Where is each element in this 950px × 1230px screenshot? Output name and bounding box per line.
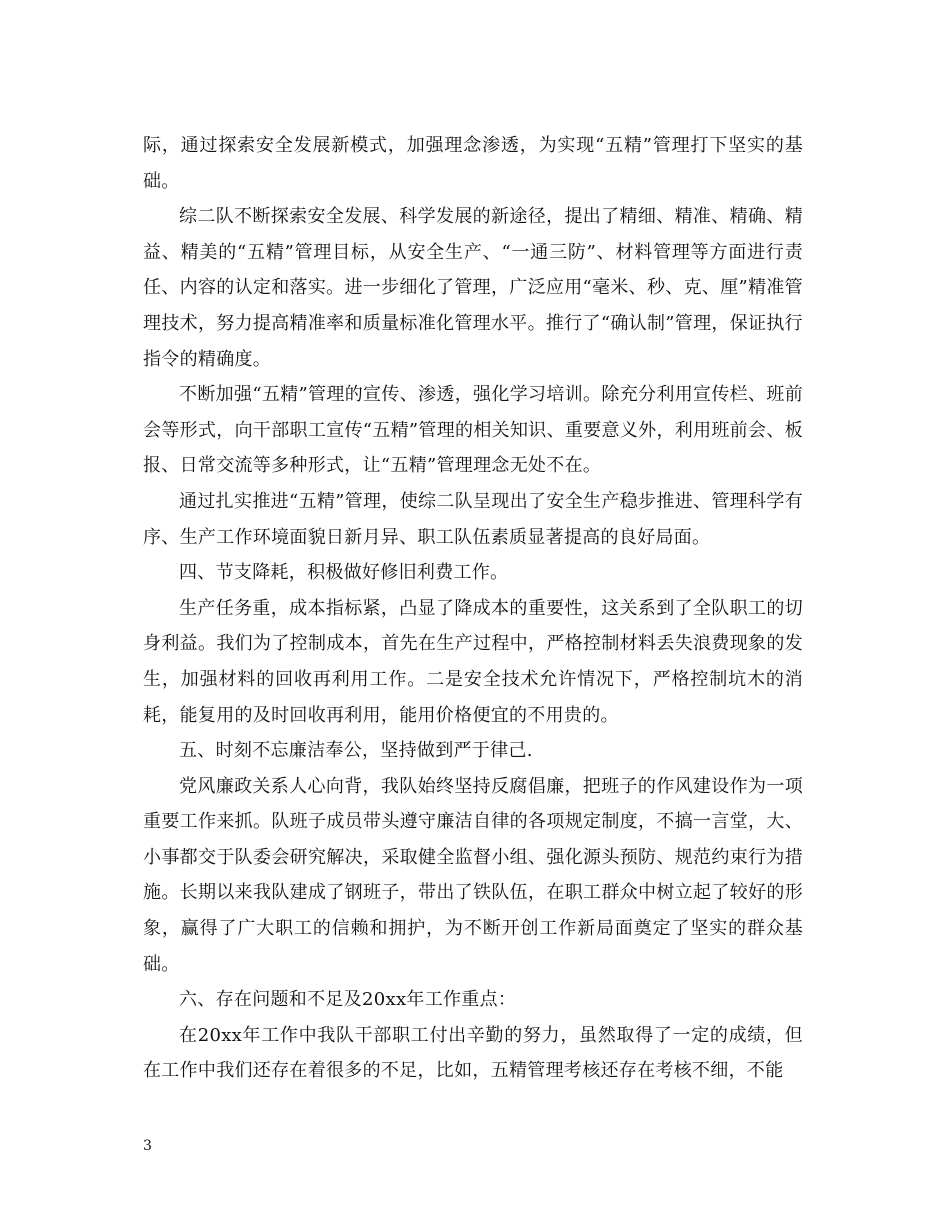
section-heading: 五、时刻不忘廉洁奉公，坚持做到严于律己. bbox=[179, 740, 533, 762]
document-body bbox=[143, 128, 803, 1089]
section-heading: 四、节支降耗，积极做好修旧利费工作。 bbox=[179, 562, 509, 584]
paragraph: 在20xx年工作中我队干部职工付出辛勤的努力，虽然取得了一定的成绩，但在工作中我们还存在着很多的不足，比如，五精管理考核还存在考核不细，不能 bbox=[143, 1024, 803, 1082]
page-number: 3 bbox=[143, 1138, 152, 1154]
paragraph: 通过扎实推进“五精”管理，使综二队呈现出了安全生产稳步推进、管理科学有序、生产工作环境面貌日新月异、职工队伍素质显著提高的良好局面。 bbox=[143, 490, 803, 548]
paragraph: 生产任务重，成本指标紧，凸显了降成本的重要性，这关系到了全队职工的切身利益。我们为了控制成本，首先在生产过程中，严格控制材料丢失浪费现象的发生，加强材料的回收再利用工作。二是安全技术允许情况下，严格控制坑木的消耗，能复用的及时回收再利用，能用价格便宜的不用贵的。 bbox=[143, 597, 803, 726]
paragraph: 不断加强“五精”管理的宣传、渗透，强化学习培训。除充分利用宣传栏、班前会等形式，向干部职工宣传“五精”管理的相关知识、重要意义外，利用班前会、板报、日常交流等多种形式，让“五精”管理理念无处不在。 bbox=[143, 384, 803, 477]
paragraph: 综二队不断探索安全发展、科学发展的新途径，提出了精细、精准、精确、精益、精美的“五精”管理目标，从安全生产、“一通三防”、材料管理等方面进行责任、内容的认定和落实。进一步细化了管理，广泛应用“毫米、秒、克、厘”精准管理技术，努力提高精准率和质量标准化管理水平。推行了“确认制”管理，保证执行指令的精确度。 bbox=[143, 206, 803, 370]
paragraph: 际，通过探索安全发展新模式，加强理念渗透，为实现“五精”管理打下坚实的基础。 bbox=[143, 135, 803, 192]
section-heading: 六、存在问题和不足及20xx年工作重点： bbox=[179, 989, 517, 1011]
paragraph: 党风廉政关系人心向背，我队始终坚持反腐倡廉，把班子的作风建设作为一项重要工作来抓。队班子成员带头遵守廉洁自律的各项规定制度，不搞一言堂，大、小事都交于队委会研究解决，采取健全监督小组、强化源头预防、规范约束行为措施。长期以来我队建成了钢班子，带出了铁队伍，在职工群众中树立起了较好的形象，赢得了广大职工的信赖和拥护，为不断开创工作新局面奠定了坚实的群众基础。 bbox=[143, 775, 803, 975]
